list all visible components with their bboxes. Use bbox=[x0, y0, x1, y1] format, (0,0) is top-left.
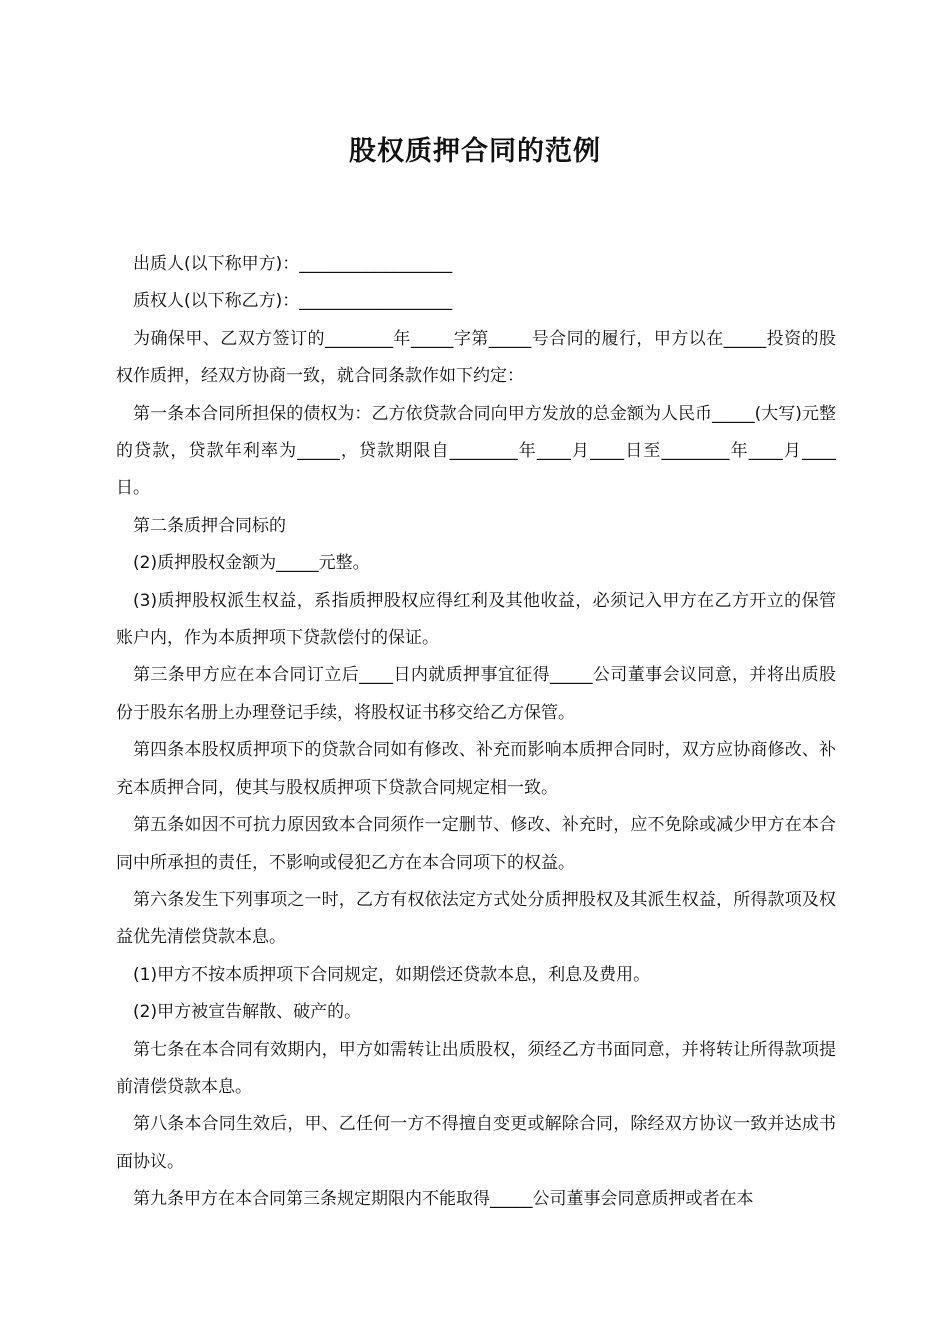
pledgor-line: 出质人(以下称甲方)：__________________ bbox=[133, 254, 453, 274]
article-7-paragraph: 第七条在本合同有效期内，甲方如需转让出质股权，须经乙方书面同意，并将转让所得款项提前清偿贷款本息。 bbox=[116, 1039, 836, 1097]
article-3-paragraph: 第三条甲方应在本合同订立后____日内就质押事宜征得_____公司董事会议同意，并将出质股份于股东名册上办理登记手续，将股权证书移交给乙方保管。 bbox=[116, 665, 836, 723]
article-4-paragraph: 第四条本股权质押项下的贷款合同如有修改、补充而影响本质押合同时，双方应协商修改、补充本质押合同，使其与股权质押项下贷款合同规定相一致。 bbox=[116, 740, 836, 798]
article-8-paragraph: 第八条本合同生效后，甲、乙任何一方不得擅自变更或解除合同，除经双方协议一致并达成书面协议。 bbox=[116, 1114, 836, 1172]
article-2-item-2: (2)质押股权金额为_____元整。 bbox=[133, 553, 370, 574]
pledgee-line: 质权人(以下称乙方)：__________________ bbox=[133, 291, 453, 312]
article-9-paragraph: 第九条甲方在本合同第三条规定期限内不能取得_____公司董事会同意质押或者在本 bbox=[133, 1189, 754, 1210]
article-1-paragraph: 第一条本合同所担保的债权为：乙方依贷款合同向甲方发放的总金额为人民币_____(大写)元整的贷款，贷款年利率为_____，贷款期限自________年____月____日至________年____月____日。 bbox=[116, 403, 836, 499]
article-2-item-3: (3)质押股权派生权益，系指质押股权应得红利及其他收益，必须记入甲方在乙方开立的保管账户内，作为本质押项下贷款偿付的保证。 bbox=[116, 590, 836, 649]
document-body bbox=[116, 246, 836, 1219]
article-2-heading: 第二条质押合同标的 bbox=[133, 515, 286, 536]
article-6-item-1: (1)甲方不按本质押项下合同规定，如期偿还贷款本息，利息及费用。 bbox=[133, 964, 651, 985]
article-6-paragraph: 第六条发生下列事项之一时，乙方有权依法定方式处分质押股权及其派生权益，所得款项及权益优先清偿贷款本息。 bbox=[116, 889, 836, 948]
article-6-item-2: (2)甲方被宣告解散、破产的。 bbox=[133, 1002, 362, 1023]
document-title: 股权质押合同的范例 bbox=[349, 136, 601, 167]
preamble-paragraph: 为确保甲、乙双方签订的________年_____字第_____号合同的履行，甲方以在_____投资的股权作质押，经双方协商一致，就合同条款作如下约定： bbox=[116, 328, 836, 387]
article-5-paragraph: 第五条如因不可抗力原因致本合同须作一定删节、修改、补充时，应不免除或减少甲方在本合同中所承担的责任，不影响或侵犯乙方在本合同项下的权益。 bbox=[116, 815, 836, 873]
